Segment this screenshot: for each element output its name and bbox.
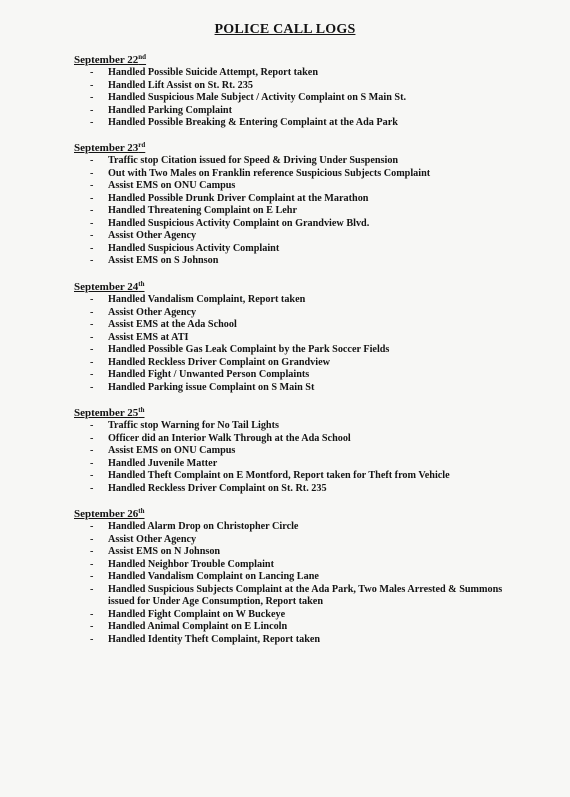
call-entry: - Assist Other Agency bbox=[90, 533, 197, 545]
call-entry: - Handled Possible Gas Leak Complaint by the Park Soccer Fields bbox=[90, 344, 390, 355]
call-entry: - Handled Suspicious Activity Complaint bbox=[90, 242, 280, 254]
page-title: POLICE CALL LOGS bbox=[214, 22, 356, 37]
call-entry: - Handled Threatening Complaint on E Lehr bbox=[90, 205, 297, 216]
call-entry: - Assist EMS at the Ada School bbox=[90, 319, 237, 330]
call-list bbox=[74, 294, 544, 394]
call-entry: - Officer did an Interior Walk Through at the Ada School bbox=[90, 432, 351, 444]
call-entry: - Handled Fight / Unwanted Person Complaints bbox=[90, 369, 310, 380]
call-list bbox=[74, 155, 544, 268]
call-entry: - Handled Reckless Driver Complaint on Grandview bbox=[90, 356, 330, 368]
call-entry: - Assist EMS on S Johnson bbox=[90, 255, 219, 266]
call-entry: - Handled Vandalism Complaint, Report taken bbox=[90, 294, 306, 305]
call-entry: - Handled Identity Theft Complaint, Report taken bbox=[90, 633, 321, 645]
call-entry: - Assist EMS at ATI bbox=[90, 331, 189, 343]
call-entry: - Handled Possible Breaking & Entering Complaint at the Ada Park bbox=[90, 117, 398, 128]
section-date: September 25th bbox=[74, 406, 145, 419]
log-section-sep-23 bbox=[74, 141, 544, 268]
call-entry: - Handled Theft Complaint on E Montford, Report taken for Theft from Vehicle bbox=[90, 470, 450, 481]
call-entry: - Handled Suspicious Activity Complaint on Grandview Blvd. bbox=[90, 217, 370, 229]
call-entry: - Handled Possible Drunk Driver Complaint at the Marathon bbox=[90, 192, 369, 204]
call-entry: - Assist EMS on ONU Campus bbox=[90, 180, 236, 191]
call-entry: - Handled Juvenile Matter bbox=[90, 457, 218, 469]
call-list bbox=[74, 521, 544, 646]
section-date: September 26th bbox=[74, 507, 145, 520]
call-entry: - Handled Vandalism Complaint on Lancing Lane bbox=[90, 571, 319, 582]
call-entry: - Handled Reckless Driver Complaint on St. Rt. 235 bbox=[90, 482, 327, 494]
log-section-sep-22 bbox=[74, 53, 544, 130]
call-entry: - Handled Fight Complaint on W Buckeye bbox=[90, 608, 286, 620]
call-entry: - Assist Other Agency bbox=[90, 230, 197, 241]
call-entry: - Assist EMS on ONU Campus bbox=[90, 445, 236, 456]
section-date: September 23rd bbox=[74, 141, 146, 154]
call-list bbox=[74, 67, 544, 130]
call-entry: - Handled Suspicious Male Subject / Activity Complaint on S Main St. bbox=[90, 92, 407, 103]
call-entry: - Traffic stop Warning for No Tail Lights bbox=[90, 420, 279, 431]
call-entry: - Handled Alarm Drop on Christopher Circle bbox=[90, 521, 299, 532]
log-section-sep-24 bbox=[74, 280, 544, 394]
section-date: September 22nd bbox=[74, 53, 147, 66]
log-section-sep-26 bbox=[74, 507, 544, 646]
call-entry: - Assist EMS on N Johnson bbox=[90, 546, 221, 557]
call-entry: - Out with Two Males on Franklin reference Suspicious Subjects Complaint bbox=[90, 167, 431, 179]
call-list bbox=[74, 420, 544, 495]
call-entry: - Traffic stop Citation issued for Speed & Driving Under Suspension bbox=[90, 155, 399, 166]
section-date: September 24th bbox=[74, 280, 145, 293]
log-section-sep-25 bbox=[74, 406, 544, 495]
call-entry: - Handled Suspicious Subjects Complaint at the Ada Park, Two Males Arrested & Summons issued for Under Age Consumption, Report taken bbox=[90, 583, 503, 607]
call-entry: - Handled Animal Complaint on E Lincoln bbox=[90, 621, 288, 632]
call-entry: - Handled Parking issue Complaint on S Main St bbox=[90, 381, 315, 393]
call-entry: - Handled Parking Complaint bbox=[90, 104, 232, 116]
call-entry: - Handled Neighbor Trouble Complaint bbox=[90, 558, 274, 570]
call-entry: - Handled Possible Suicide Attempt, Report taken bbox=[90, 67, 318, 78]
call-entry: - Handled Lift Assist on St. Rt. 235 bbox=[90, 79, 253, 91]
call-entry: - Assist Other Agency bbox=[90, 306, 197, 318]
